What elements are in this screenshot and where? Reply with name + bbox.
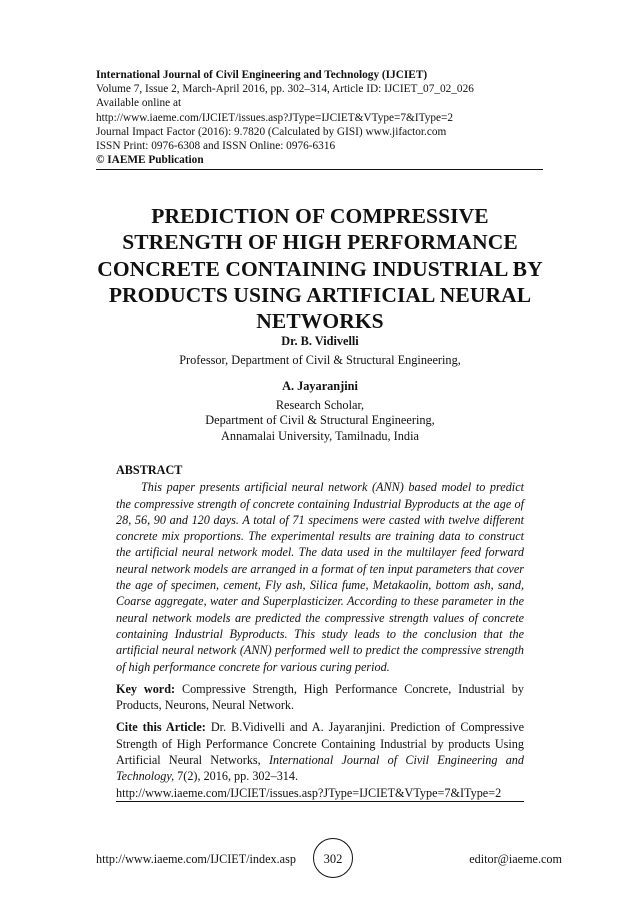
author-name: Dr. B. Vidivelli (281, 334, 359, 348)
journal-header (96, 68, 543, 170)
impact-factor: Journal Impact Factor (2016): 9.7820 (Calculated by GISI) www.jifactor.com (96, 125, 447, 138)
title-line: PREDICTION OF COMPRESSIVE (151, 204, 489, 228)
author-affiliation: Annamalai University, Tamilnadu, India (221, 428, 419, 443)
citation-journal: International Journal of Civil Engineering and Technology, (116, 753, 524, 784)
author-block-1 (60, 334, 580, 368)
abstract-section (116, 462, 524, 802)
author-block-2 (60, 379, 580, 444)
keywords-label: Key word: (116, 681, 176, 696)
title-line: PRODUCTS USING ARTIFICIAL NEURAL (108, 282, 532, 307)
footer-email-link[interactable]: editor@iaeme.com (469, 852, 562, 866)
page-footer (96, 838, 562, 878)
footer-url-link[interactable]: http://www.iaeme.com/IJCIET/index.asp (96, 852, 296, 866)
citation-label: Cite this Article: (116, 720, 206, 735)
keywords (116, 681, 524, 714)
publisher: © IAEME Publication (96, 154, 204, 167)
paper-title (60, 203, 580, 334)
citation-text: Dr. B.Vidivelli and A. Jayaranjini. Prediction of Compressive Strength of High Performance Concrete Containing Industrial by products Using Artificial Neural Networks, (116, 720, 524, 768)
abstract-body: This paper presents artificial neural network (ANN) based model to predict the compressive strength of concrete containing Industrial Byproducts at the age of 28, 56, 90 and 120 days. A total of 71 specimens were casted with twelve different concrete mix proportions. The experimental results are training data to construct the artificial neural network model. The data used in the multilayer feed forward neural network models are arranged in a format of ten input parameters that cover the age of specimen, cement, Fly ash, Silica fume, Metakaolin, bottom ash, sand, Coarse aggregate, water and Superplasticizer. According to these parameter in the neural network models are predicted the compressive strength values of concrete containing Industrial Byproducts. This study leads to the conclusion that the artificial neural network (ANN) performed well to predict the compressive strength of high performance concrete for various curing period. (116, 480, 524, 674)
title-line: STRENGTH OF HIGH PERFORMANCE (122, 230, 518, 255)
author-name: A. Jayaranjini (282, 379, 358, 393)
citation (116, 719, 524, 801)
available-online-label: Available online at (96, 97, 182, 110)
author-affiliation: Professor, Department of Civil & Structural Engineering, (179, 352, 461, 367)
volume-info: Volume 7, Issue 2, March-April 2016, pp. 302–314, Article ID: IJCIET_07_02_026 (96, 83, 474, 96)
citation-url-link[interactable]: http://www.iaeme.com/IJCIET/issues.asp?JType=IJCIET&VType=7&IType=2 (116, 785, 502, 800)
author-affiliation: Research Scholar, (275, 397, 365, 412)
issn-info: ISSN Print: 0976-6308 and ISSN Online: 0976-6316 (96, 140, 336, 153)
page-number: 302 (313, 838, 353, 878)
title-line: CONCRETE CONTAINING INDUSTRIAL BY (97, 256, 543, 281)
journal-name: International Journal of Civil Engineering and Technology (IJCIET) (96, 69, 428, 81)
author-affiliation: Department of Civil & Structural Engineering, (205, 413, 435, 427)
title-line: NETWORKS (256, 309, 384, 334)
keywords-text: Compressive Strength, High Performance Concrete, Industrial by Products, Neurons, Neural Network. (116, 681, 524, 713)
issue-url-link[interactable]: http://www.iaeme.com/IJCIET/issues.asp?JType=IJCIET&VType=7&IType=2 (96, 111, 454, 124)
abstract-heading: ABSTRACT (116, 463, 183, 477)
citation-volume: 7(2), 2016, pp. 302–314. (174, 769, 299, 784)
